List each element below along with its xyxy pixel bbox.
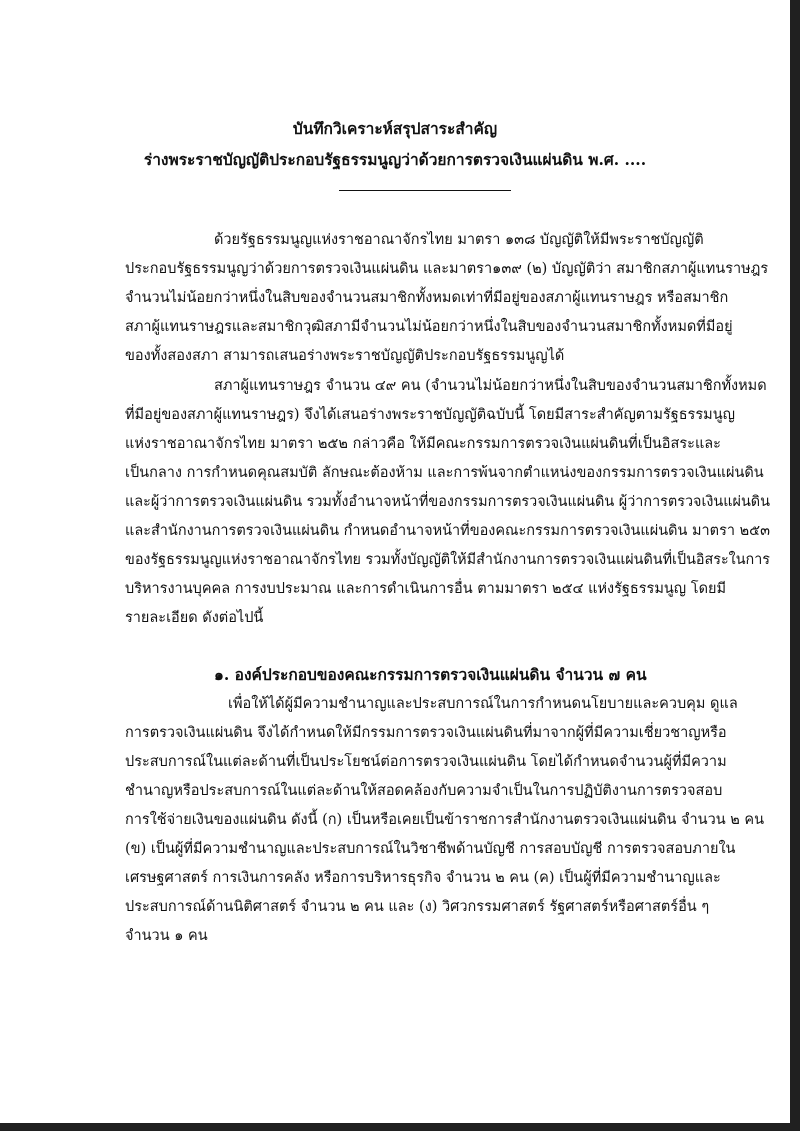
paragraph-2-line: บริหารงานบุคคล การงบประมาณ และการดำเนินการอื่น ตามมาตรา ๒๕๔ แห่งรัฐธรรมนูญ โดยมี	[125, 581, 727, 597]
paragraph-2-line: เป็นกลาง การกำหนดคุณสมบัติ ลักษณะต้องห้าม และการพ้นจากตำแหน่งของกรรมการตรวจเงินแผ่นดิน	[125, 465, 764, 481]
paragraph-1-line: ของทั้งสองสภา สามารถเสนอร่างพระราชบัญญัติประกอบรัฐธรรมนูญได้	[125, 348, 565, 364]
paragraph-2-line: และผู้ว่าการตรวจเงินแผ่นดิน รวมทั้งอำนาจหน้าที่ของกรรมการตรวจเงินแผ่นดิน ผู้ว่าการตรวจเงินแผ่นดิน	[125, 494, 770, 510]
paragraph-1-line: จำนวนไม่น้อยกว่าหนึ่งในสิบของจำนวนสมาชิกทั้งหมดเท่าที่มีอยู่ของสภาผู้แทนราษฎร หรือสมาชิก	[125, 290, 729, 306]
paragraph-1-line: ประกอบรัฐธรรมนูญว่าด้วยการตรวจเงินแผ่นดิน และมาตรา๑๓๙ (๒) บัญญัติว่า สมาชิกสภาผู้แทนราษฎร	[125, 261, 769, 277]
document-title: บันทึกวิเคราะห์สรุปสาระสำคัญ	[292, 119, 498, 138]
paragraph-2-line: และสำนักงานการตรวจเงินแผ่นดิน กำหนดอำนาจหน้าที่ของคณะกรรมการตรวจเงินแผ่นดิน มาตรา ๒๕๓	[125, 523, 770, 539]
paragraph-2-line: แห่งราชอาณาจักรไทย มาตรา ๒๕๒ กล่าวคือ ให้มีคณะกรรมการตรวจเงินแผ่นดินที่เป็นอิสระและ	[125, 436, 721, 452]
section-1-line: จำนวน ๑ คน	[125, 928, 208, 944]
paragraph-1-line: ด้วยรัฐธรรมนูญแห่งราชอาณาจักรไทย มาตรา ๑๓๘ บัญญัติให้มีพระราชบัญญัติ	[214, 232, 704, 248]
section-1-line: ชำนาญหรือประสบการณ์ในแต่ละด้านให้สอดคล้องกับความจำเป็นในการปฏิบัติงานการตรวจสอบ	[125, 783, 723, 799]
paragraph-2-line: ของรัฐธรรมนูญแห่งราชอาณาจักรไทย รวมทั้งบัญญัติให้มีสำนักงานการตรวจเงินแผ่นดินที่เป็นอิสระในการ	[125, 552, 770, 568]
section-1-line: การใช้จ่ายเงินของแผ่นดิน ดังนี้ (ก) เป็นหรือเคยเป็นข้าราชการสำนักงานตรวจเงินแผ่นดิน จำนวน ๒ คน	[125, 812, 765, 828]
paragraph-1-line: สภาผู้แทนราษฎรและสมาชิกวุฒิสภามีจำนวนไม่น้อยกว่าหนึ่งในสิบของจำนวนสมาชิกทั้งหมดที่มีอยู่	[125, 319, 733, 335]
paragraph-2-line: ที่มีอยู่ของสภาผู้แทนราษฎร) จึงได้เสนอร่างพระราชบัญญัติฉบับนี้ โดยมีสาระสำคัญตามรัฐธรรมนูญ	[125, 407, 735, 423]
section-1-line: เพื่อให้ได้ผู้มีความชำนาญและประสบการณ์ในการกำหนดนโยบายและควบคุม ดูแล	[228, 696, 738, 712]
section-1-line: ประสบการณ์ด้านนิติศาสตร์ จำนวน ๒ คน และ (ง) วิศวกรรมศาสตร์ รัฐศาสตร์หรือศาสตร์อื่น ๆ	[125, 899, 710, 915]
paragraph-2-line: รายละเอียด ดังต่อไปนี้	[125, 610, 264, 626]
section-1-line: การตรวจเงินแผ่นดิน จึงได้กำหนดให้มีกรรมการตรวจเงินแผ่นดินที่มาจากผู้ที่มีความเชี่ยวชาญหรือ	[125, 725, 727, 741]
scan-edge-bottom	[0, 1123, 800, 1131]
document-subtitle: ร่างพระราชบัญญัติประกอบรัฐธรรมนูญว่าด้วยการตรวจเงินแผ่นดิน พ.ศ. ....	[143, 150, 647, 169]
scan-edge-right	[790, 0, 800, 1131]
section-1-line: (ข) เป็นผู้ที่มีความชำนาญและประสบการณ์ในวิชาชีพด้านบัญชี การสอบบัญชี การตรวจสอบภายใน	[125, 841, 736, 857]
title-divider	[339, 190, 511, 191]
section-1-line: ประสบการณ์ในแต่ละด้านที่เป็นประโยชน์ต่อการตรวจเงินแผ่นดิน โดยได้กำหนดจำนวนผู้ที่มีความ	[125, 754, 727, 770]
section-1-line: เศรษฐศาสตร์ การเงินการคลัง หรือการบริหารธุรกิจ จำนวน ๒ คน (ค) เป็นผู้ที่มีความชำนาญและ	[125, 870, 721, 886]
section-1-heading: ๑. องค์ประกอบของคณะกรรมการตรวจเงินแผ่นดิน จำนวน ๗ คน	[214, 665, 647, 684]
paragraph-2-line: สภาผู้แทนราษฎร จำนวน ๔๙ คน (จำนวนไม่น้อยกว่าหนึ่งในสิบของจำนวนสมาชิกทั้งหมด	[214, 378, 767, 394]
